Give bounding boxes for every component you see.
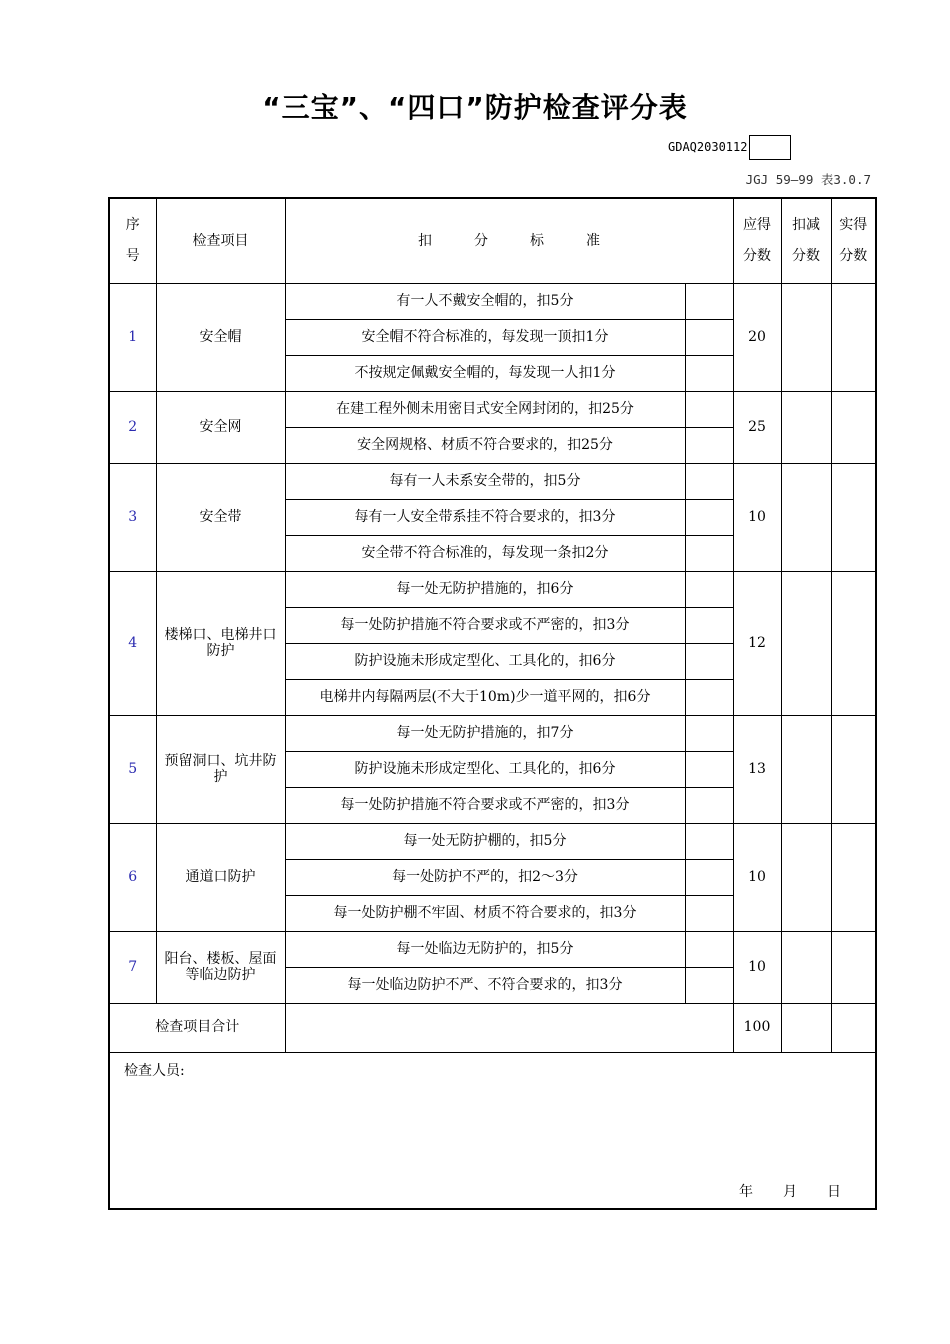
- item-name: [156, 931, 285, 1003]
- deduction-criterion: 每一处无防护措施的，扣7分: [285, 715, 685, 751]
- month-label: 月: [783, 1183, 797, 1200]
- footer-row: [109, 1052, 876, 1209]
- item-name: [156, 715, 285, 823]
- due-score: 10: [733, 931, 781, 1003]
- deduction-entry-cell[interactable]: [685, 283, 733, 319]
- header-deduct: 扣减分数: [781, 198, 831, 283]
- actual-score-cell[interactable]: [831, 391, 876, 463]
- deduction-entry-cell[interactable]: [685, 571, 733, 607]
- deducted-score-cell[interactable]: [781, 931, 831, 1003]
- total-blank: [285, 1003, 733, 1052]
- deduction-criterion: 每一处临边无防护的，扣5分: [285, 931, 685, 967]
- item-name: [156, 391, 285, 463]
- deduction-entry-cell[interactable]: [685, 355, 733, 391]
- page-title: “三宝”、“四口”防护检查评分表: [262, 91, 688, 124]
- deduction-criterion: 防护设施未形成定型化、工具化的，扣6分: [285, 643, 685, 679]
- year-label: 年: [739, 1183, 753, 1200]
- deduction-criterion: 电梯井内每隔两层(不大于10m)少一道平网的，扣6分: [285, 679, 685, 715]
- form-code: [668, 134, 791, 160]
- item-name: [156, 823, 285, 931]
- deduction-entry-cell[interactable]: [685, 463, 733, 499]
- deduction-entry-cell[interactable]: [685, 535, 733, 571]
- header-row: [109, 198, 876, 283]
- due-score: 13: [733, 715, 781, 823]
- item-name-text: 阳台、楼板、屋面等临边防护: [164, 950, 277, 983]
- item-number: 3: [109, 463, 156, 571]
- form-code-text: GDAQ2030112: [668, 140, 748, 154]
- item-number: 7: [109, 931, 156, 1003]
- header-criteria: 扣 分 标 准: [285, 198, 733, 283]
- due-score: 12: [733, 571, 781, 715]
- actual-score-cell[interactable]: [831, 715, 876, 823]
- criteria-row: [109, 571, 876, 607]
- item-name: [156, 283, 285, 391]
- item-name-text: 预留洞口、坑井防护: [164, 752, 277, 785]
- criteria-row: [109, 715, 876, 751]
- deduction-criterion: 安全带不符合标准的，每发现一条扣2分: [285, 535, 685, 571]
- due-score: 20: [733, 283, 781, 391]
- deduction-entry-cell[interactable]: [685, 391, 733, 427]
- total-score: 100: [733, 1003, 781, 1052]
- deduction-entry-cell[interactable]: [685, 427, 733, 463]
- deduction-criterion: 每一处防护措施不符合要求或不严密的，扣3分: [285, 787, 685, 823]
- header-item: 检查项目: [156, 198, 285, 283]
- item-number: 1: [109, 283, 156, 391]
- criteria-row: [109, 463, 876, 499]
- deducted-score-cell[interactable]: [781, 283, 831, 391]
- actual-score-cell[interactable]: [831, 571, 876, 715]
- deduction-criterion: 每一处无防护棚的，扣5分: [285, 823, 685, 859]
- form-code-box[interactable]: [749, 135, 791, 160]
- date-line: [709, 1184, 841, 1200]
- deduction-criterion: 每一处临边防护不严、不符合要求的，扣3分: [285, 967, 685, 1003]
- deduction-criterion: 防护设施未形成定型化、工具化的，扣6分: [285, 751, 685, 787]
- total-label: 检查项目合计: [109, 1003, 285, 1052]
- total-actual-cell[interactable]: [831, 1003, 876, 1052]
- deduction-criterion: 每一处防护措施不符合要求或不严密的，扣3分: [285, 607, 685, 643]
- item-number: 2: [109, 391, 156, 463]
- deducted-score-cell[interactable]: [781, 823, 831, 931]
- item-number: 6: [109, 823, 156, 931]
- item-number: 5: [109, 715, 156, 823]
- deduction-entry-cell[interactable]: [685, 823, 733, 859]
- deduction-entry-cell[interactable]: [685, 643, 733, 679]
- header-due: 应得分数: [733, 198, 781, 283]
- header-actual: 实得分数: [831, 198, 876, 283]
- item-name: [156, 571, 285, 715]
- due-score: 10: [733, 823, 781, 931]
- item-name-text: 楼梯口、电梯井口防护: [164, 626, 277, 659]
- actual-score-cell[interactable]: [831, 463, 876, 571]
- deduction-entry-cell[interactable]: [685, 607, 733, 643]
- score-table: [108, 197, 877, 1210]
- actual-score-cell[interactable]: [831, 931, 876, 1003]
- criteria-row: [109, 823, 876, 859]
- due-score: 10: [733, 463, 781, 571]
- item-name: [156, 463, 285, 571]
- due-score: 25: [733, 391, 781, 463]
- deduction-entry-cell[interactable]: [685, 931, 733, 967]
- deduction-criterion: 不按规定佩戴安全帽的，每发现一人扣1分: [285, 355, 685, 391]
- deduction-entry-cell[interactable]: [685, 751, 733, 787]
- deduction-entry-cell[interactable]: [685, 787, 733, 823]
- criteria-row: [109, 391, 876, 427]
- standard-reference: JGJ 59—99 表3.0.7: [745, 172, 871, 187]
- deduction-criterion: 安全网规格、材质不符合要求的，扣25分: [285, 427, 685, 463]
- deduction-criterion: 安全帽不符合标准的，每发现一顶扣1分: [285, 319, 685, 355]
- deduction-criterion: 有一人不戴安全帽的，扣5分: [285, 283, 685, 319]
- deducted-score-cell[interactable]: [781, 463, 831, 571]
- deducted-score-cell[interactable]: [781, 571, 831, 715]
- total-row: [109, 1003, 876, 1052]
- item-number: 4: [109, 571, 156, 715]
- deduction-entry-cell[interactable]: [685, 499, 733, 535]
- total-deducted-cell[interactable]: [781, 1003, 831, 1052]
- criteria-row: [109, 283, 876, 319]
- deduction-entry-cell[interactable]: [685, 319, 733, 355]
- deduction-entry-cell[interactable]: [685, 967, 733, 1003]
- item-name-text: 通道口防护: [185, 868, 256, 885]
- day-label: 日: [827, 1183, 841, 1200]
- deduction-criterion: 每有一人未系安全带的，扣5分: [285, 463, 685, 499]
- deducted-score-cell[interactable]: [781, 391, 831, 463]
- item-name-text: 安全带: [199, 508, 242, 525]
- inspector-label: 检查人员:: [124, 1062, 185, 1079]
- item-name-text: 安全帽: [199, 328, 242, 345]
- item-name-text: 安全网: [199, 418, 242, 435]
- deduction-entry-cell[interactable]: [685, 679, 733, 715]
- deduction-criterion: 每一处防护不严的，扣2～3分: [285, 859, 685, 895]
- actual-score-cell[interactable]: [831, 283, 876, 391]
- deduction-entry-cell[interactable]: [685, 895, 733, 931]
- header-seq: 序号: [109, 198, 156, 283]
- criteria-row: [109, 931, 876, 967]
- deduction-criterion: 每有一人安全带系挂不符合要求的，扣3分: [285, 499, 685, 535]
- deduction-criterion: 在建工程外侧未用密目式安全网封闭的，扣25分: [285, 391, 685, 427]
- deduction-criterion: 每一处无防护措施的，扣6分: [285, 571, 685, 607]
- deduction-entry-cell[interactable]: [685, 859, 733, 895]
- deduction-criterion: 每一处防护棚不牢固、材质不符合要求的，扣3分: [285, 895, 685, 931]
- actual-score-cell[interactable]: [831, 823, 876, 931]
- deducted-score-cell[interactable]: [781, 715, 831, 823]
- inspector-area[interactable]: [109, 1052, 876, 1209]
- deduction-entry-cell[interactable]: [685, 715, 733, 751]
